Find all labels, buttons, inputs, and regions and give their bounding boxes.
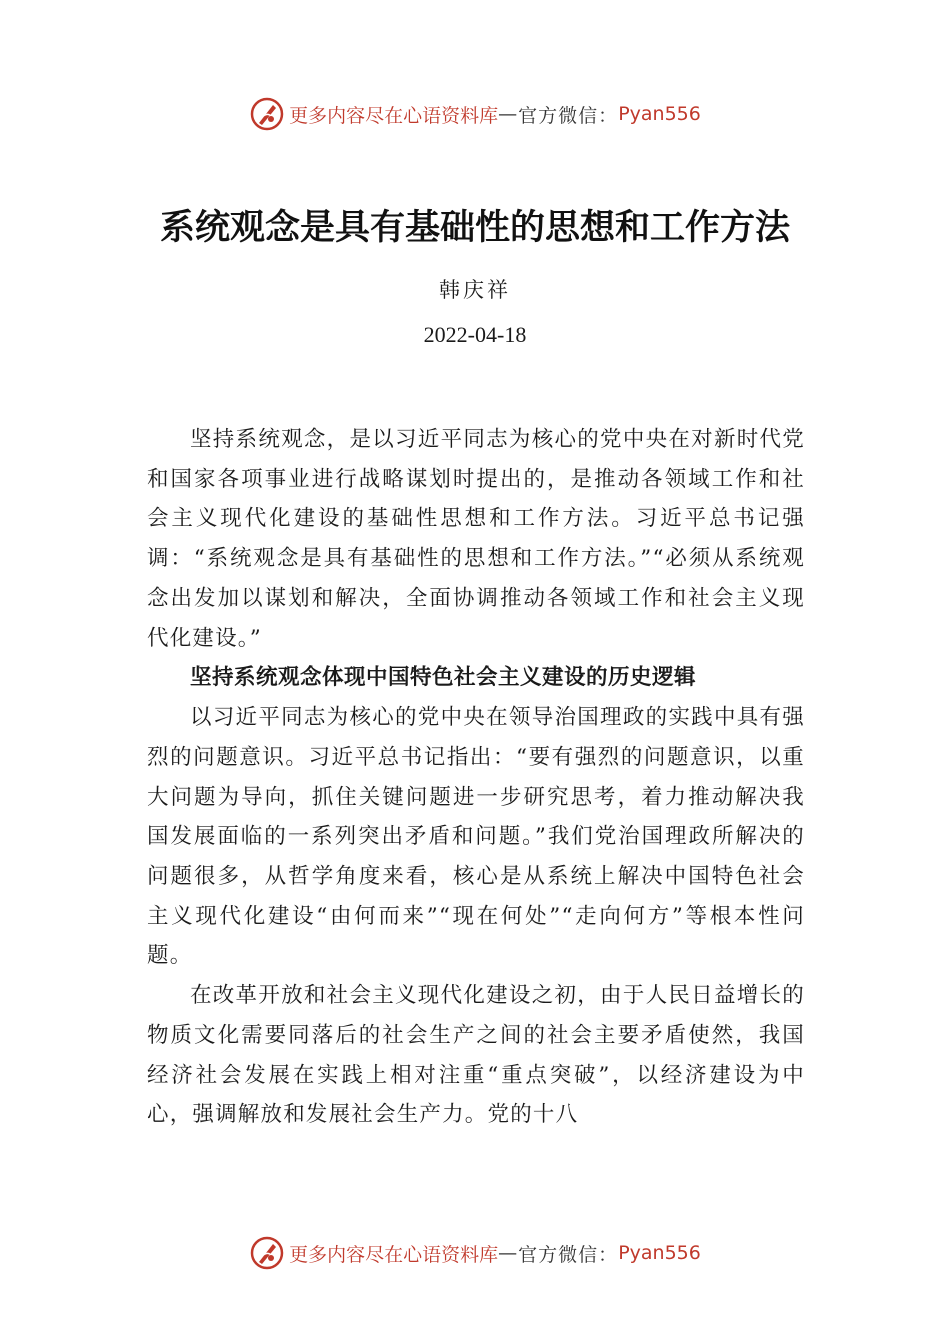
- section-heading: 坚持系统观念体现中国特色社会主义建设的历史逻辑: [190, 665, 697, 691]
- article-author: 韩庆祥: [439, 278, 511, 302]
- article-body: [147, 420, 805, 1135]
- watermark-official-text: 官方微信：: [518, 1243, 619, 1266]
- watermark-dash: —: [498, 103, 519, 125]
- watermark-site-text: 更多内容尽在心语资料库: [289, 104, 499, 127]
- article-title: 系统观念是具有基础性的思想和工作方法: [159, 207, 790, 248]
- watermark-wechat-id: Pyan556: [618, 1242, 701, 1264]
- article-paragraph: 在改革开放和社会主义现代化建设之初，由于人民日益增长的物质文化需要同落后的社会生产之间的社会主要矛盾使然，我国经济社会发展在实践上相对注重“重点突破”，以经济建设为中心，强调解放和发展社会生产力。党的十八: [147, 983, 805, 1128]
- watermark-site-text: 更多内容尽在心语资料库: [289, 1243, 499, 1266]
- quill-logo-icon: [249, 96, 285, 132]
- watermark-official-text: 官方微信：: [518, 104, 619, 127]
- article-date: 2022-04-18: [423, 322, 527, 347]
- article-paragraph: 坚持系统观念，是以习近平同志为核心的党中央在对新时代党和国家各项事业进行战略谋划时提出的，是推动各领域工作和社会主义现代化建设的基础性思想和工作方法。习近平总书记强调：“系统观念是具有基础性的思想和工作方法。”“必须从系统观念出发加以谋划和解决，全面协调推动各领域工作和社会主义现代化建设。”: [147, 427, 805, 651]
- quill-logo-icon: [249, 1235, 285, 1271]
- watermark-dash: —: [498, 1242, 519, 1264]
- watermark-wechat-id: Pyan556: [618, 103, 701, 125]
- watermark-banner-top: [0, 94, 950, 134]
- watermark-banner-bottom: [0, 1233, 950, 1273]
- article-paragraph: 以习近平同志为核心的党中央在领导治国理政的实践中具有强烈的问题意识。习近平总书记指出：“要有强烈的问题意识，以重大问题为导向，抓住关键问题进一步研究思考，着力推动解决我国发展面临的一系列突出矛盾和问题。”我们党治国理政所解决的问题很多，从哲学角度来看，核心是从系统上解决中国特色社会主义现代化建设“由何而来”“现在何处”“走向何方”等根本性问题。: [147, 705, 805, 969]
